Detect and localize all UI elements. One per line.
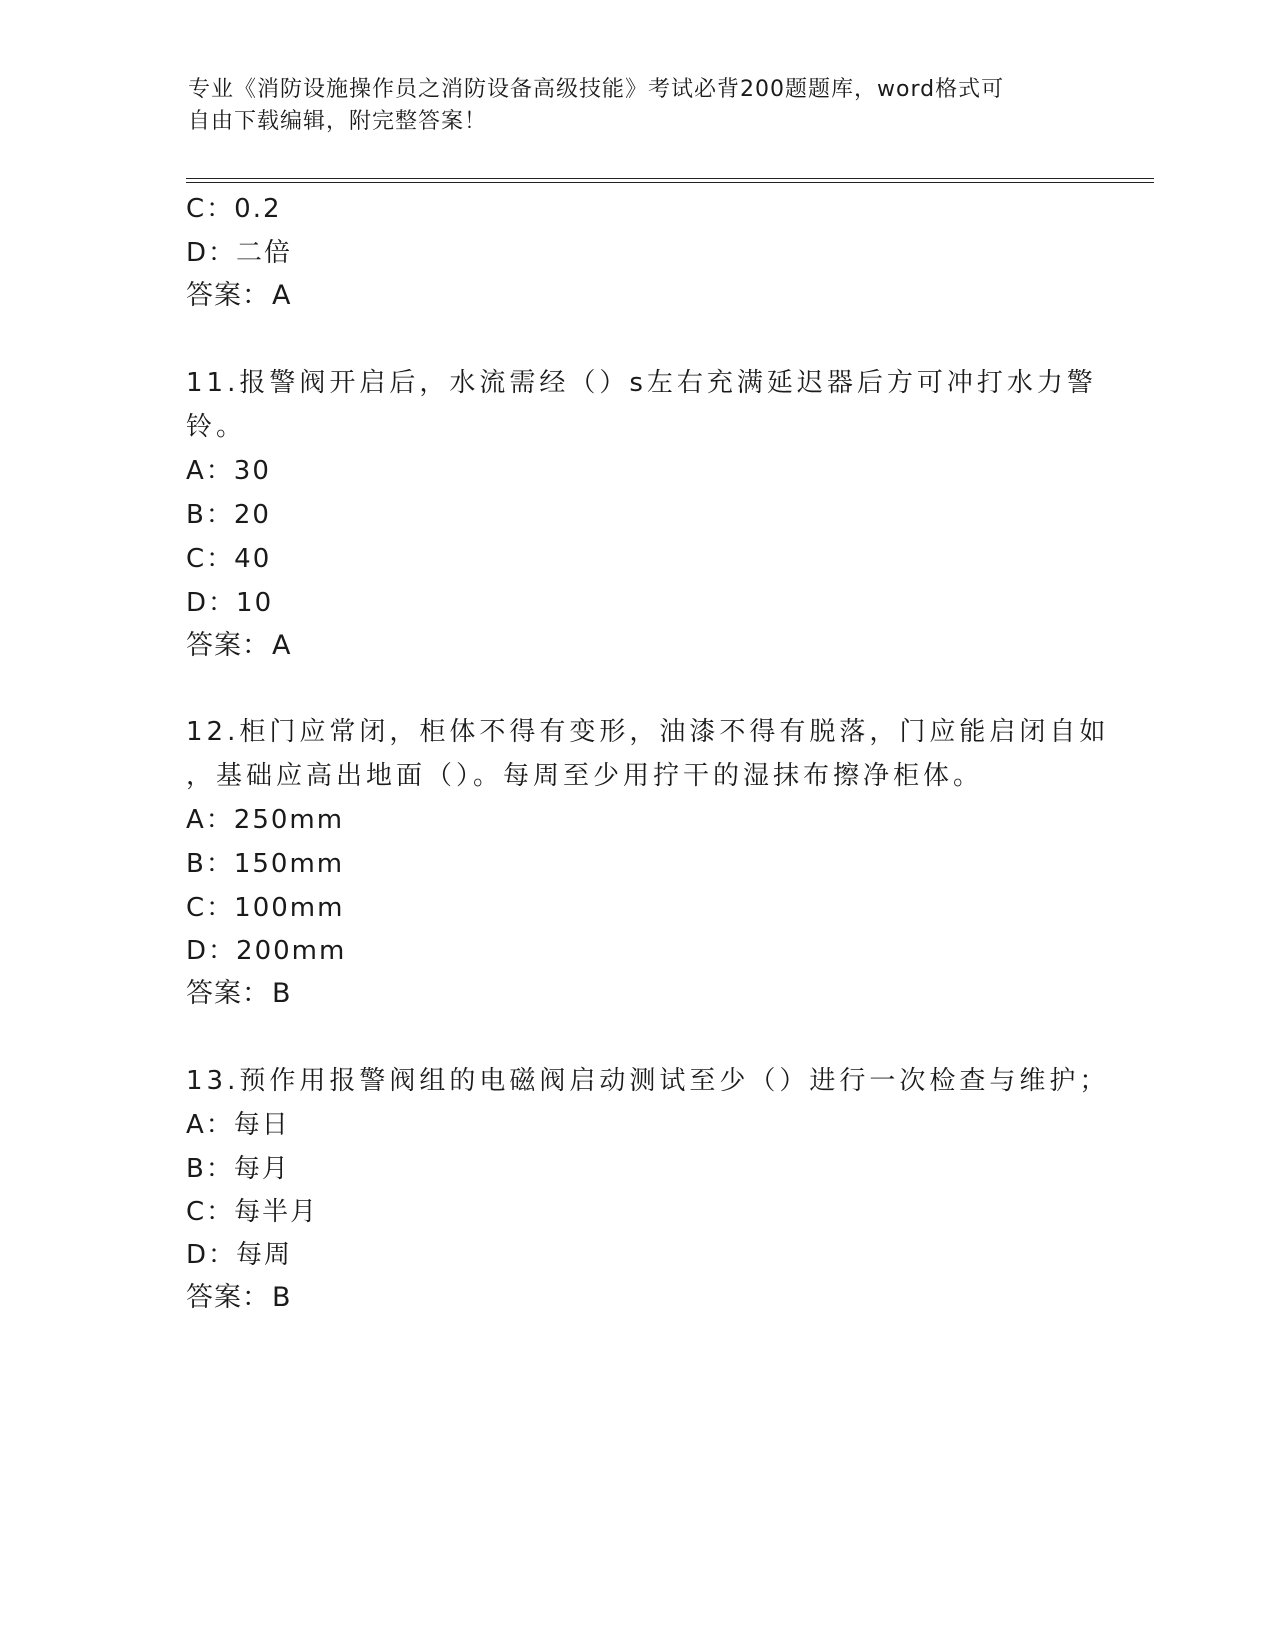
answer-value: A (272, 280, 292, 311)
header-line-1: 专业《消防设施操作员之消防设备高级技能》考试必背200题题库，word格式可 (188, 77, 1005, 102)
option-d: D：二倍 (186, 238, 293, 268)
question-12-option-a: A：250mm (186, 805, 345, 835)
question-13-option-a: A：每日 (186, 1110, 290, 1140)
question-12-stem-line-2: ，基础应高出地面（）。每周至少用拧干的湿抹布擦净柜体。 (186, 761, 984, 791)
question-13-stem-line-1: 13.预作用报警阀组的电磁阀启动测试至少（）进行一次检查与维护； (186, 1066, 1110, 1096)
answer-label: 答案： (186, 630, 270, 661)
question-11-answer (186, 623, 291, 669)
answer-value: A (272, 630, 292, 661)
option-c: C：0.2 (186, 194, 282, 224)
question-12-option-d: D：200mm (186, 936, 347, 966)
answer-label: 答案： (186, 280, 270, 311)
header-divider-top (186, 178, 1154, 179)
question-11-option-b: B：20 (186, 500, 271, 530)
question-13-option-d: D：每周 (186, 1240, 293, 1270)
question-11-option-a: A：30 (186, 456, 271, 486)
document-header (188, 74, 1068, 138)
header-divider-bottom (186, 182, 1154, 183)
header-line-2: 自由下载编辑，附完整答案！ (188, 109, 488, 134)
answer-value: B (272, 978, 292, 1009)
question-11-option-c: C：40 (186, 544, 272, 574)
question-12-option-c: C：100mm (186, 893, 345, 923)
question-12-option-b: B：150mm (186, 849, 345, 879)
answer-label: 答案： (186, 1282, 270, 1313)
question-13-answer (186, 1275, 292, 1321)
question-13-option-c: C：每半月 (186, 1197, 319, 1227)
question-13-option-b: B：每月 (186, 1154, 290, 1184)
question-11-stem-line-1: 11.报警阀开启后，水流需经（）s左右充满延迟器后方可冲打水力警 (186, 368, 1097, 398)
answer-line (186, 273, 291, 319)
answer-value: B (272, 1282, 292, 1313)
question-12-stem-line-1: 12.柜门应常闭，柜体不得有变形，油漆不得有脱落，门应能启闭自如 (186, 717, 1110, 747)
question-11-stem-line-2: 铃。 (186, 412, 247, 442)
answer-label: 答案： (186, 978, 270, 1009)
question-11-option-d: D：10 (186, 588, 274, 618)
question-12-answer (186, 971, 292, 1017)
